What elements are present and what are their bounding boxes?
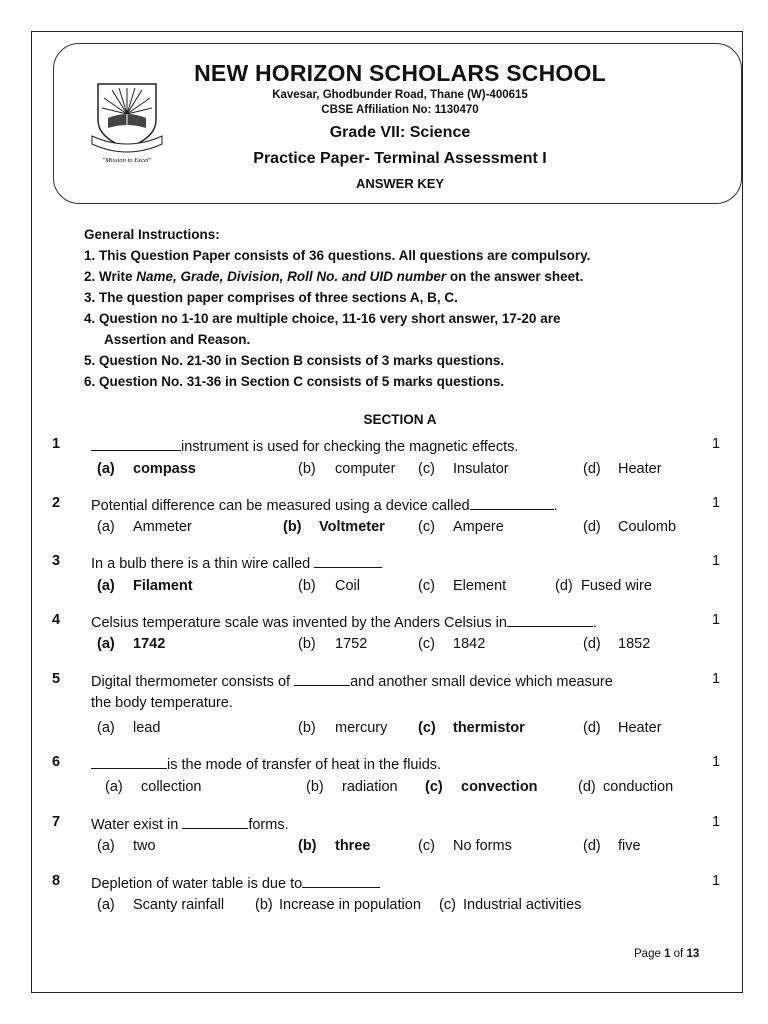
option-a-text: two bbox=[133, 838, 156, 854]
option-c-text: Insulator bbox=[453, 461, 509, 477]
question-text: Depletion of water table is due to bbox=[91, 873, 380, 892]
option-d-label: (d) bbox=[583, 519, 601, 535]
option-c-text: convection bbox=[461, 779, 538, 795]
question-number: 2 bbox=[52, 495, 61, 511]
question-number: 4 bbox=[52, 612, 61, 628]
option-c-label: (c) bbox=[418, 636, 435, 652]
answer-key-label: ANSWER KEY bbox=[355, 176, 445, 191]
option-a-text: Filament bbox=[133, 578, 193, 594]
paper-title: Practice Paper- Terminal Assessment I bbox=[253, 150, 547, 167]
school-address: Kavesar, Ghodbunder Road, Thane (W)-400615 bbox=[272, 89, 528, 101]
instruction-3: 3. The question paper comprises of three sections A, B, C. bbox=[84, 290, 458, 305]
option-a-label: (a) bbox=[97, 519, 115, 535]
question-marks: 1 bbox=[712, 553, 721, 569]
option-a-label: (a) bbox=[97, 636, 115, 652]
question-marks: 1 bbox=[712, 873, 721, 889]
option-c-label: (c) bbox=[418, 720, 436, 736]
option-d-label: (d) bbox=[583, 636, 601, 652]
option-c-label: (c) bbox=[425, 779, 443, 795]
question-number: 1 bbox=[52, 436, 61, 452]
question-text: instrument is used for checking the magnetic effects. bbox=[91, 436, 518, 455]
option-d-label: (d) bbox=[578, 779, 596, 795]
question-text: Celsius temperature scale was invented by the Anders Celsius in . bbox=[91, 612, 597, 631]
option-d-label: (d) bbox=[583, 720, 601, 736]
option-b-label: (b) bbox=[298, 578, 316, 594]
question-marks: 1 bbox=[712, 436, 721, 452]
question-marks: 1 bbox=[712, 754, 721, 770]
question-marks: 1 bbox=[712, 495, 721, 511]
instruction-2: 2. Write Name, Grade, Division, Roll No. and UID number on the answer sheet. bbox=[84, 269, 584, 284]
question-number: 8 bbox=[52, 873, 61, 889]
question-text-cont: the body temperature. bbox=[91, 695, 233, 711]
option-c-label: (c) bbox=[418, 461, 435, 477]
instruction-5: 5. Question No. 21-30 in Section B consists of 3 marks questions. bbox=[84, 353, 505, 368]
question-text: Digital thermometer consists of and another small device which measure bbox=[91, 671, 613, 690]
option-a-text: Ammeter bbox=[133, 519, 192, 535]
option-b-label: (b) bbox=[255, 897, 273, 913]
option-b-label: (b) bbox=[298, 461, 316, 477]
option-d-text: Heater bbox=[618, 461, 662, 477]
question-number: 6 bbox=[52, 754, 61, 770]
instructions-title: General Instructions: bbox=[84, 227, 220, 242]
option-a-text: collection bbox=[141, 779, 202, 795]
option-c-label: (c) bbox=[439, 897, 456, 913]
option-c-text: thermistor bbox=[453, 720, 525, 736]
school-name: NEW HORIZON SCHOLARS SCHOOL bbox=[194, 60, 606, 86]
option-d-label: (d) bbox=[583, 461, 601, 477]
option-d-text: Fused wire bbox=[581, 578, 652, 594]
option-a-text: 1742 bbox=[133, 636, 166, 652]
option-b-text: three bbox=[335, 838, 371, 854]
option-a-label: (a) bbox=[105, 779, 123, 795]
option-a-label: (a) bbox=[97, 578, 115, 594]
question-marks: 1 bbox=[712, 612, 721, 628]
instruction-6: 6. Question No. 31-36 in Section C consists of 5 marks questions. bbox=[84, 374, 505, 389]
general-instructions bbox=[84, 224, 724, 392]
option-d-text: Coulomb bbox=[618, 519, 677, 535]
option-b-label: (b) bbox=[298, 838, 317, 854]
option-a-text: compass bbox=[133, 461, 196, 477]
page-number: Page 1 of 13 bbox=[634, 948, 700, 960]
question-number: 7 bbox=[52, 814, 61, 830]
instruction-4-cont: Assertion and Reason. bbox=[104, 332, 251, 347]
option-c-text: 1842 bbox=[453, 636, 486, 652]
option-a-text: lead bbox=[133, 720, 161, 736]
option-b-text: Voltmeter bbox=[319, 519, 385, 535]
option-c-text: No forms bbox=[453, 838, 512, 854]
option-c-label: (c) bbox=[418, 519, 435, 535]
option-c-text: Element bbox=[453, 578, 507, 594]
option-c-label: (c) bbox=[418, 838, 435, 854]
option-a-label: (a) bbox=[97, 838, 115, 854]
logo-motto: "Mission to Excel" bbox=[102, 157, 152, 164]
option-a-label: (a) bbox=[97, 897, 115, 913]
option-b-label: (b) bbox=[298, 720, 316, 736]
option-b-label: (b) bbox=[283, 519, 302, 535]
option-b-text: Increase in population bbox=[279, 897, 421, 913]
option-a-label: (a) bbox=[97, 461, 115, 477]
instruction-1: 1. This Question Paper consists of 36 questions. All questions are compulsory. bbox=[84, 248, 591, 263]
option-d-text: five bbox=[618, 838, 641, 854]
option-b-text: 1752 bbox=[335, 636, 368, 652]
option-a-text: Scanty rainfall bbox=[133, 897, 225, 913]
question-number: 5 bbox=[52, 671, 61, 687]
question-text: Potential difference can be measured using a device called . bbox=[91, 495, 558, 514]
option-b-text: radiation bbox=[342, 779, 398, 795]
option-b-label: (b) bbox=[298, 636, 316, 652]
option-b-text: computer bbox=[335, 461, 396, 477]
option-b-label: (b) bbox=[306, 779, 324, 795]
option-c-text: Industrial activities bbox=[463, 897, 582, 913]
option-d-label: (d) bbox=[555, 578, 573, 594]
instruction-4: 4. Question no 1-10 are multiple choice, 11-16 very short answer, 17-20 are bbox=[84, 311, 561, 326]
option-a-label: (a) bbox=[97, 720, 115, 736]
option-d-text: Heater bbox=[618, 720, 662, 736]
option-b-text: mercury bbox=[335, 720, 388, 736]
option-c-label: (c) bbox=[418, 578, 435, 594]
option-b-text: Coil bbox=[335, 578, 360, 594]
question-text: In a bulb there is a thin wire called bbox=[91, 553, 382, 572]
option-c-text: Ampere bbox=[453, 519, 504, 535]
section-a-title: SECTION A bbox=[363, 412, 437, 427]
question-marks: 1 bbox=[712, 814, 721, 830]
cbse-affiliation: CBSE Affiliation No: 1130470 bbox=[321, 104, 479, 116]
question-marks: 1 bbox=[712, 671, 721, 687]
option-d-text: 1852 bbox=[618, 636, 651, 652]
question-number: 3 bbox=[52, 553, 61, 569]
grade-title: Grade VII: Science bbox=[329, 124, 471, 141]
question-text: Water exist in forms. bbox=[91, 814, 289, 833]
question-text: is the mode of transfer of heat in the fluids. bbox=[91, 754, 441, 773]
option-d-label: (d) bbox=[583, 838, 601, 854]
option-d-text: conduction bbox=[603, 779, 674, 795]
